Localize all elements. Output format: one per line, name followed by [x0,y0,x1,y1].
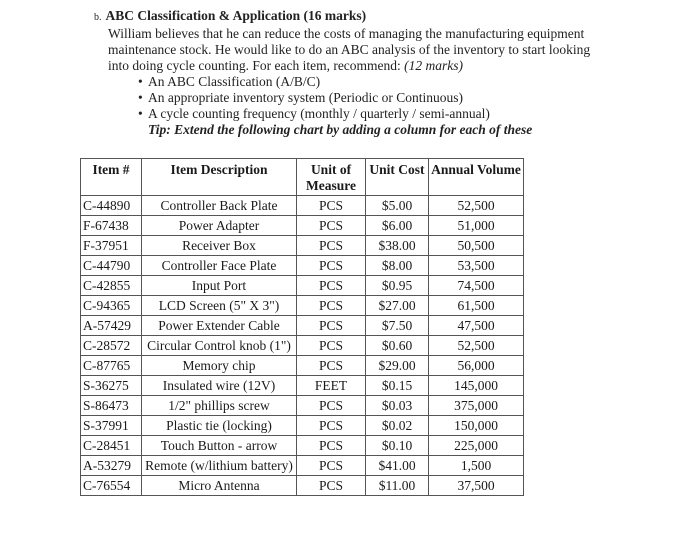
cell-cost: $0.02 [366,416,429,436]
cell-volume: 145,000 [429,376,524,396]
question-block [94,8,614,138]
cell-item: C-44890 [81,196,142,216]
table-row [81,296,524,316]
bullet-item: • A cycle counting frequency (monthly / quarterly / semi-annual) [148,106,614,122]
cell-cost: $27.00 [366,296,429,316]
table-row [81,476,524,496]
table-row [81,196,524,216]
cell-description: Controller Back Plate [142,196,297,216]
cell-volume: 47,500 [429,316,524,336]
question-body [108,26,614,138]
cell-description: Input Port [142,276,297,296]
cell-unit: PCS [297,336,366,356]
cell-unit: PCS [297,396,366,416]
cell-item: F-67438 [81,216,142,236]
bullet-item: • An appropriate inventory system (Periodic or Continuous) [148,90,614,106]
table-row [81,456,524,476]
cell-unit: PCS [297,236,366,256]
cell-description: Memory chip [142,356,297,376]
cell-volume: 52,500 [429,336,524,356]
table-row [81,356,524,376]
header-unit [297,159,366,196]
cell-volume: 37,500 [429,476,524,496]
header-unit-line2: Measure [306,178,356,193]
cell-description: LCD Screen (5" X 3") [142,296,297,316]
cell-item: C-76554 [81,476,142,496]
cell-item: S-86473 [81,396,142,416]
cell-description: Circular Control knob (1") [142,336,297,356]
cell-unit: PCS [297,356,366,376]
table-row [81,216,524,236]
bullet-item: • An ABC Classification (A/B/C) [148,74,614,90]
cell-description: 1/2" phillips screw [142,396,297,416]
cell-item: C-44790 [81,256,142,276]
cell-description: Power Adapter [142,216,297,236]
table-row [81,396,524,416]
question-title: ABC Classification & Application (16 marks) [105,8,367,23]
cell-unit: PCS [297,296,366,316]
cell-unit: FEET [297,376,366,396]
cell-cost: $11.00 [366,476,429,496]
cell-volume: 225,000 [429,436,524,456]
cell-description: Insulated wire (12V) [142,376,297,396]
cell-volume: 1,500 [429,456,524,476]
cell-item: S-37991 [81,416,142,436]
table-row [81,236,524,256]
cell-cost: $0.95 [366,276,429,296]
cell-item: C-87765 [81,356,142,376]
cell-cost: $8.00 [366,256,429,276]
table-row [81,436,524,456]
bullet-list [108,74,614,122]
cell-description: Remote (w/lithium battery) [142,456,297,476]
table-header-row [81,159,524,196]
table-row [81,256,524,276]
cell-item: A-53279 [81,456,142,476]
cell-cost: $0.60 [366,336,429,356]
cell-unit: PCS [297,256,366,276]
table-row [81,316,524,336]
cell-volume: 50,500 [429,236,524,256]
question-heading [94,8,614,26]
cell-volume: 53,500 [429,256,524,276]
inventory-table [80,158,524,496]
table-row [81,416,524,436]
question-letter: b. [94,12,102,23]
cell-cost: $29.00 [366,356,429,376]
cell-cost: $38.00 [366,236,429,256]
cell-description: Plastic tie (locking) [142,416,297,436]
cell-item: C-28572 [81,336,142,356]
table-row [81,276,524,296]
cell-item: C-42855 [81,276,142,296]
cell-unit: PCS [297,316,366,336]
table-row [81,376,524,396]
cell-unit: PCS [297,456,366,476]
header-unit-line1: Unit of [310,162,352,177]
cell-volume: 61,500 [429,296,524,316]
question-intro-marks: (12 marks) [404,58,464,73]
cell-unit: PCS [297,436,366,456]
cell-volume: 52,500 [429,196,524,216]
tip-text: Tip: Extend the following chart by adding a column for each of these [148,122,533,137]
cell-volume: 74,500 [429,276,524,296]
header-item: Item # [81,159,142,196]
header-volume: Annual Volume [429,159,524,196]
cell-cost: $0.03 [366,396,429,416]
cell-volume: 150,000 [429,416,524,436]
cell-volume: 51,000 [429,216,524,236]
cell-description: Controller Face Plate [142,256,297,276]
cell-description: Touch Button - arrow [142,436,297,456]
cell-description: Receiver Box [142,236,297,256]
header-description: Item Description [142,159,297,196]
cell-cost: $0.15 [366,376,429,396]
cell-description: Power Extender Cable [142,316,297,336]
cell-item: C-94365 [81,296,142,316]
table-row [81,336,524,356]
cell-unit: PCS [297,216,366,236]
cell-unit: PCS [297,416,366,436]
cell-volume: 56,000 [429,356,524,376]
header-cost: Unit Cost [366,159,429,196]
cell-item: A-57429 [81,316,142,336]
question-intro: William believes that he can reduce the costs of managing the manufacturing equipment maintenance stock. He would like to do an ABC analysis of the inventory to start looking into doing cycle counting. For each item, recommend: [108,26,591,73]
cell-cost: $7.50 [366,316,429,336]
cell-unit: PCS [297,276,366,296]
cell-cost: $41.00 [366,456,429,476]
cell-unit: PCS [297,196,366,216]
cell-item: F-37951 [81,236,142,256]
cell-volume: 375,000 [429,396,524,416]
cell-item: C-28451 [81,436,142,456]
cell-cost: $0.10 [366,436,429,456]
cell-unit: PCS [297,476,366,496]
cell-description: Micro Antenna [142,476,297,496]
cell-item: S-36275 [81,376,142,396]
cell-cost: $6.00 [366,216,429,236]
cell-cost: $5.00 [366,196,429,216]
